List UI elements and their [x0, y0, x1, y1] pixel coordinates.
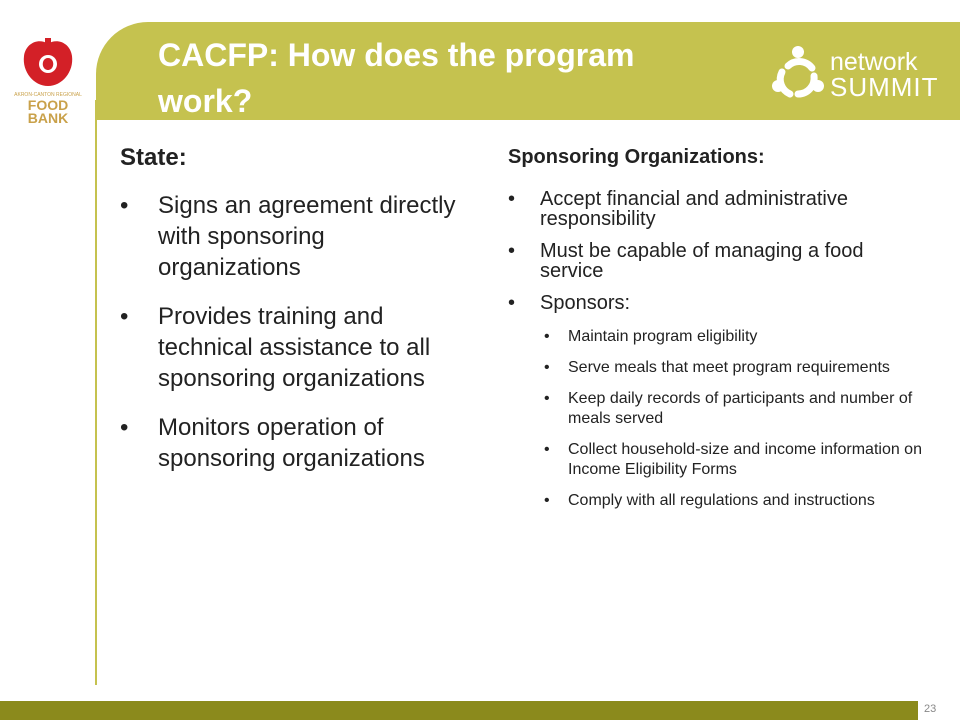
slide-title: CACFP: How does the program work? [158, 37, 635, 119]
sponsors-sub-list [536, 327, 928, 511]
sponsors-sub-bullet: • Collect household-size and income information on Income Eligibility Forms [536, 440, 928, 480]
food-bank-logo [14, 38, 82, 126]
state-bullet: • Signs an agreement directly with sponsoring organizations [120, 190, 470, 283]
sponsors-label: Sponsors: [540, 292, 631, 314]
footer-band [0, 701, 918, 720]
state-bullet-list [120, 190, 470, 474]
state-bullet: • Monitors operation of sponsoring organizations [120, 412, 470, 474]
state-bullet: • Provides training and technical assistance to all sponsoring organizations [120, 301, 470, 394]
left-divider [95, 100, 97, 685]
logo-bank: BANK [27, 110, 69, 126]
sponsors-sub-bullet: • Comply with all regulations and instructions [536, 491, 928, 511]
sponsors-sub-bullet: • Serve meals that meet program requirements [536, 358, 928, 378]
network-people-icon [768, 42, 828, 104]
sponsoring-bullet-list [508, 189, 928, 511]
page-number: 23 [924, 703, 937, 715]
sponsoring-bullet [508, 293, 928, 511]
state-heading: State: [120, 144, 187, 171]
logo-tagline: AKRON-CANTON REGIONAL [14, 92, 82, 98]
logo-network-word: network [830, 48, 918, 76]
sponsoring-column [508, 146, 928, 523]
network-summit-logo [768, 42, 948, 104]
state-column [120, 144, 470, 492]
sponsoring-bullet: • Accept financial and administrative responsibility [508, 189, 928, 229]
sponsoring-heading: Sponsoring Organizations: [508, 146, 765, 168]
logo-food: FOOD [27, 97, 69, 113]
sponsors-sub-bullet: • Maintain program eligibility [536, 327, 928, 347]
sponsors-sub-bullet: • Keep daily records of participants and number of meals served [536, 389, 928, 429]
sponsoring-bullet: • Must be capable of managing a food service [508, 241, 928, 281]
logo-summit-word: SUMMIT [830, 72, 939, 102]
